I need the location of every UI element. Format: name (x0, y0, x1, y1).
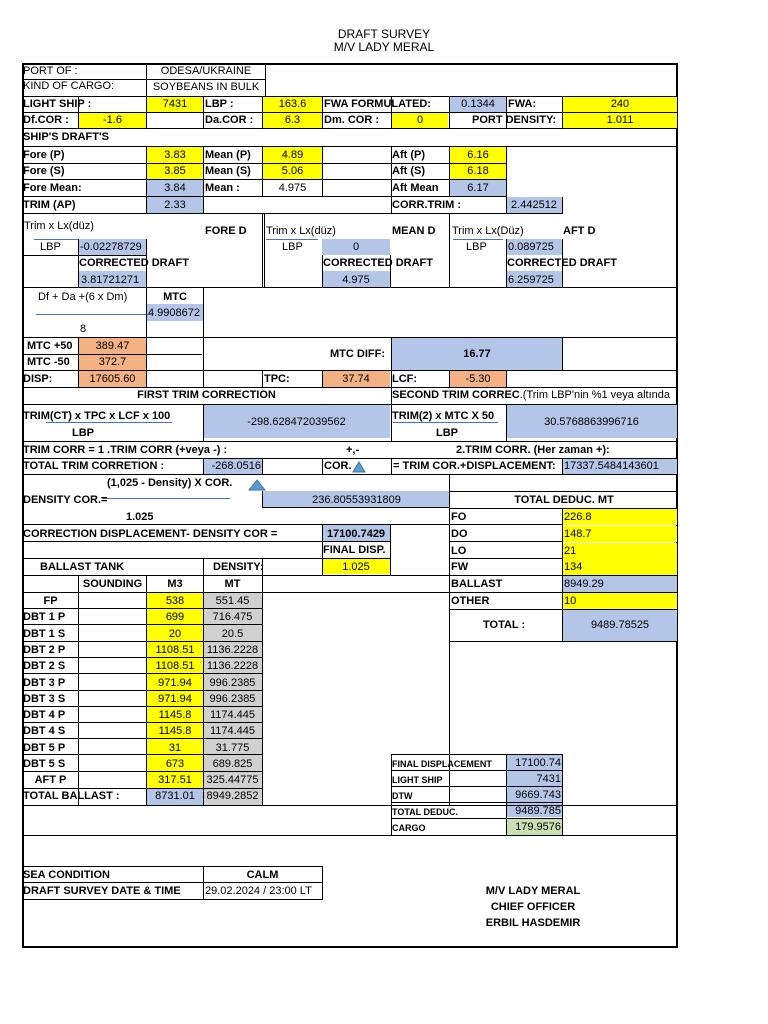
aft-p-label: Aft (P) (392, 149, 425, 161)
df-cor-label: Df.COR : (23, 114, 69, 126)
mtc-diff-value: 16.77 (463, 348, 491, 360)
aft-lx-value: 0.089725 (508, 241, 554, 253)
trim-corr2-rule: 2.TRIM CORR. (Her zaman +): (456, 444, 610, 456)
tank-name: DBT 5 P (23, 741, 66, 754)
deduction-label: FW (451, 561, 469, 574)
lbp-denominator: LBP (466, 241, 487, 253)
triangle-icon (352, 461, 366, 473)
port-density-label: PORT DENSITY: (472, 114, 557, 126)
aft-p-value: 6.16 (467, 149, 489, 161)
aft-corrected-label: CORRECTED DRAFT (507, 257, 617, 269)
fwa-formulated-value: 0.1344 (461, 98, 495, 110)
tank-name: DBT 5 S (23, 758, 66, 770)
mean-label: Mean : (205, 182, 240, 194)
summary-value: 17100.74 (515, 757, 561, 769)
tank-mt: 689.825 (212, 758, 253, 770)
density-formula: (1,025 - Density) X COR. (107, 477, 233, 489)
fore-corrected-label: CORRECTED DRAFT (79, 257, 189, 269)
tank-mt: 1136.2228 (206, 660, 259, 673)
tpc-value: 37.74 (342, 373, 370, 385)
tank-name: DBT 3 P (23, 676, 66, 689)
summary-label: DTW (392, 791, 413, 801)
lbp-denominator: LBP (282, 241, 303, 253)
tank-m3: 1145.8 (158, 709, 192, 722)
tank-name: DBT 2 P (23, 643, 66, 656)
lbp-denominator: LBP (72, 427, 94, 439)
mean-corrected-value: 4.975 (342, 274, 370, 286)
trim-ap-value: 2.33 (164, 199, 186, 211)
mtc-diff-label: MTC DIFF: (330, 348, 385, 360)
tank-name: AFT P (34, 774, 67, 787)
fwa-value: 240 (610, 98, 630, 110)
tank-m3: 971.94 (158, 676, 192, 689)
tank-m3: 317.51 (158, 774, 192, 787)
total-trim-value: -268.0516 (211, 460, 261, 472)
summary-label: TOTAL DEDUC. (392, 807, 459, 817)
deduction-label: BALLAST (451, 578, 503, 591)
tank-name: FP (43, 595, 58, 607)
da-cor-value: 6.3 (284, 114, 301, 126)
mtc-plus50-value: 389.47 (95, 340, 130, 352)
triangle-icon (248, 479, 266, 491)
mean-s-label: Mean (S) (205, 165, 251, 177)
tank-name: DBT 2 S (23, 660, 66, 673)
port-density-value: 1.011 (606, 114, 634, 126)
fore-formula: Trim x Lx(düz) (24, 220, 94, 232)
tank-m3: 1108.51 (155, 660, 195, 673)
summary-value: 179.9576 (515, 821, 561, 833)
tank-m3: 673 (165, 758, 185, 770)
lbp-denominator: LBP (436, 427, 458, 439)
tank-m3: 31 (168, 741, 182, 754)
da-cor-label: Da.COR : (205, 114, 254, 126)
deduction-value: 148.7 (564, 527, 592, 540)
trim2-value: 30.5768863996716 (544, 416, 639, 428)
disp-value: 17605.60 (89, 373, 136, 385)
dm-cor-value: 0 (416, 114, 424, 126)
trim-ct-value: -298.628472039562 (247, 416, 346, 428)
signature-name: ERBIL HASDEMIR (485, 917, 581, 929)
total-ballast-mt: 8949.2852 (206, 790, 259, 802)
tank-mt: 996.2385 (209, 692, 256, 705)
mean-corrected-label: CORRECTED DRAFT (323, 257, 433, 269)
ballast-tank-heading: BALLAST TANK (40, 561, 125, 573)
cor-label: COR. (324, 460, 352, 472)
corr-trim-value: 2.442512 (511, 199, 557, 211)
formula-divisor: 8 (80, 323, 87, 335)
tank-name: DBT 4 P (23, 709, 66, 722)
lbp-label: LBP : (205, 98, 234, 110)
doc-title: DRAFT SURVEY (337, 27, 431, 41)
summary-value: 9489.785 (515, 805, 561, 817)
mean-lx-value: 0 (352, 241, 360, 253)
tank-m3: 20 (168, 627, 182, 640)
total-ballast-label: TOTAL BALLAST : (23, 790, 120, 802)
port-value: ODESA/UKRAINE (160, 65, 252, 77)
m3-column-header: M3 (167, 578, 183, 590)
mean-p-value: 4.89 (281, 149, 304, 161)
drafts-heading: SHIP'S DRAFT'S (23, 131, 109, 143)
mean-p-label: Mean (P) (205, 149, 251, 161)
mtc-value: 4.9908672 (148, 307, 200, 319)
tank-mt: 1174.445 (209, 725, 256, 738)
df-cor-value: -1.6 (103, 114, 122, 126)
final-disp-density: 1.025 (342, 561, 370, 573)
aft-mean-value: 6.17 (467, 182, 489, 194)
corr-disp-value: 17100.7429 (326, 528, 386, 540)
fore-lx-value: -0.02278729 (80, 241, 142, 253)
tank-m3: 971.94 (158, 692, 192, 705)
tank-mt: 1136.2228 (206, 643, 259, 656)
tank-mt: 716.475 (212, 611, 253, 624)
tank-mt: 996.2385 (209, 676, 256, 689)
fore-d-label: FORE D (205, 225, 247, 237)
corr-trim-label: CORR.TRIM : (392, 199, 462, 211)
corr-disp-label: CORRECTION DISPLACEMENT- DENSITY COR = (23, 528, 278, 540)
doc-subtitle: M/V LADY MERAL (333, 40, 435, 54)
summary-label: CARGO (392, 823, 426, 833)
summary-value: 7431 (536, 773, 561, 785)
mtc-minus50-value: 372.7 (98, 356, 127, 368)
mean-s-value: 5.06 (281, 165, 304, 177)
fore-p-label: Fore (P) (23, 149, 65, 161)
tank-mt: 31.775 (215, 741, 250, 754)
aft-formula: Trim x Lx(Düz) (452, 225, 524, 237)
tank-name: DBT 1 S (23, 627, 66, 640)
final-disp-label: FINAL DISP. (323, 544, 386, 556)
fore-s-label: Fore (S) (23, 165, 65, 177)
deduction-fill (563, 593, 677, 609)
tank-m3: 1108.51 (155, 643, 195, 656)
trim-corr-rule: TRIM CORR = 1 .TRIM CORR (+veya -) : (23, 444, 228, 456)
trim2-formula: TRIM(2) x MTC X 50 (392, 410, 495, 422)
summary-label: FINAL DISPLACEMENT (392, 759, 492, 769)
tank-mt: 551.45 (215, 595, 250, 607)
tank-name: DBT 3 S (23, 692, 66, 705)
deduction-label: LO (451, 544, 467, 557)
sounding-column-header: SOUNDING (82, 578, 143, 590)
quarter-mean-formula: Df + Da +(6 x Dm) (38, 291, 128, 303)
fwa-formulated-label: FWA FORMULATED: (324, 98, 431, 110)
deduction-label: DO (451, 527, 468, 540)
summary-label: LIGHT SHIP (392, 775, 443, 785)
mean-value: 4.975 (278, 182, 307, 194)
survey-date-value: 29.02.2024 / 23:00 LT (205, 885, 312, 897)
fore-mean-value: 3.84 (164, 182, 186, 194)
deduction-value: 10 (564, 595, 577, 607)
summary-value: 9669.743 (515, 789, 561, 801)
deduction-value: 226.8 (564, 511, 592, 523)
tank-name: DBT 1 P (23, 611, 66, 624)
total-ballast-m3: 8731.01 (155, 790, 195, 802)
trim-cor-disp-label: = TRIM COR.+DISPLACEMENT: (393, 460, 556, 472)
total-deduc-label: TOTAL : (483, 619, 526, 631)
deduction-label: FO (451, 511, 467, 523)
aft-s-value: 6.18 (467, 165, 489, 177)
density-heading: DENSITY: (213, 561, 264, 573)
fore-corrected-value: 3.81721271 (81, 274, 140, 286)
second-trim-heading: SECOND TRIM CORREC.(Trim LBP'nin %1 veya altında (392, 389, 670, 401)
tank-mt: 20.5 (221, 627, 244, 640)
lbp-denominator: LBP (40, 241, 61, 253)
lcf-label: LCF: (392, 373, 418, 385)
tpc-label: TPC: (264, 373, 290, 385)
tank-name: DBT 4 S (23, 725, 66, 738)
mean-formula: Trim x Lx(düz) (266, 225, 336, 237)
total-deduc-heading: TOTAL DEDUC. MT (514, 494, 614, 506)
mtc-minus50-label: MTC -50 (27, 356, 70, 368)
deduction-label: OTHER (451, 595, 490, 607)
mtc-plus50-label: MTC +50 (27, 340, 73, 352)
dm-cor-label: Dm. COR : (324, 114, 379, 126)
mean-d-label: MEAN D (392, 225, 436, 237)
tank-m3: 538 (165, 595, 185, 607)
signature-vessel: M/V LADY MERAL (485, 885, 581, 897)
sea-condition-value: CALM (246, 869, 279, 881)
aft-s-label: Aft (S) (392, 165, 425, 177)
port-label: PORT OF : (23, 65, 78, 77)
lbp-value: 163.6 (278, 98, 307, 110)
density-cor-label: DENSITY COR.= (23, 494, 108, 506)
light-ship-label: LIGHT SHIP : (23, 98, 92, 110)
mt-column-header: MT (224, 578, 241, 590)
density-cor-value: 236.80553931809 (312, 494, 401, 506)
fore-s-value: 3.85 (164, 165, 186, 177)
cargo-value: SOYBEANS IN BULK (152, 81, 260, 93)
survey-date-label: DRAFT SURVEY DATE & TIME (23, 885, 181, 897)
sea-condition-label: SEA CONDITION (23, 869, 110, 881)
aft-mean-label: Aft Mean (392, 182, 439, 194)
density-divisor: 1.025 (126, 511, 154, 523)
signature-role: CHIEF OFFICER (490, 901, 576, 913)
total-deduc-value: 9489.78525 (590, 619, 650, 631)
disp-label: DISP: (23, 373, 53, 385)
plus-minus-sign: +,- (346, 444, 360, 456)
cargo-label: KIND OF CARGO: (23, 80, 115, 92)
tank-m3: 1145.8 (158, 725, 192, 738)
mtc-label: MTC (163, 291, 187, 303)
aft-corrected-value: 6.259725 (508, 274, 554, 286)
tank-mt: 325.44775 (206, 774, 259, 787)
first-trim-heading: FIRST TRIM CORRECTION (137, 389, 276, 401)
tank-mt: 1174.445 (209, 709, 256, 722)
deduction-value: 134 (564, 561, 583, 574)
trim-ct-formula: TRIM(CT) x TPC x LCF x 100 (23, 410, 171, 422)
deduction-fill (563, 543, 677, 559)
fore-mean-label: Fore Mean: (23, 182, 82, 194)
fore-p-value: 3.83 (164, 149, 186, 161)
light-ship-value: 7431 (162, 98, 188, 110)
deduction-value: 21 (564, 544, 577, 557)
trim-cor-disp-value: 17337.5484143601 (564, 460, 659, 472)
trim-ap-label: TRIM (AP) (23, 199, 76, 211)
deduction-value: 8949.29 (564, 578, 604, 591)
fwa-label: FWA: (508, 98, 537, 110)
aft-d-label: AFT D (563, 225, 596, 237)
tank-m3: 699 (165, 611, 185, 624)
lcf-value: -5.30 (465, 373, 491, 385)
total-trim-label: TOTAL TRIM CORRETION : (23, 460, 165, 472)
